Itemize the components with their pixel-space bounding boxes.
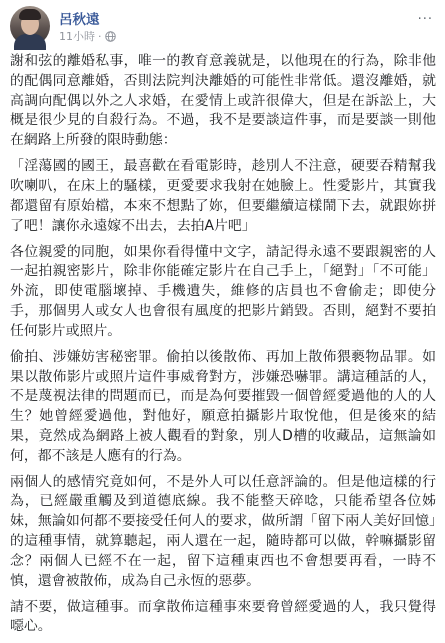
- author-name[interactable]: 呂秋遠: [59, 12, 100, 28]
- more-icon[interactable]: ···: [417, 12, 433, 27]
- post-paragraph: 謝和弦的離婚私事，唯一的教育意義就是，以他現在的行為，除非他的配偶同意離婚，否則法院判決離婚的可能性非常低。還沒離婚，就高調向配偶以外之人求婚，在愛情上或許很偉大，但是在訴訟上，大概是很少見的自殺行為。不過，我不是要談這件事，而是要談一則他在網路上所發的限時動態：: [10, 53, 436, 149]
- post-header: [10, 6, 435, 46]
- post-paragraph: 偷拍、涉嫌妨害秘密罪。偷拍以後散佈、再加上散佈猥褻物品罪。如果以散佈影片或照片這件事威脅對方，涉嫌恐嚇罪。講這種話的人，不是蔑視法律的問題而已，而是為何要摧毀一個曾經愛過他的人的人生？她曾經愛過他，對他好，願意拍攝影片取悅他，但是後來的結果，竟然成為網路上被人觀看的對象，別人D槽的收藏品，這無論如何，都不該是人應有的行為。: [10, 348, 436, 464]
- globe-icon[interactable]: [105, 31, 116, 42]
- avatar[interactable]: [10, 6, 50, 46]
- meta-separator: ·: [98, 29, 102, 43]
- post-paragraph: 各位親愛的同胞，如果你看得懂中文字，請記得永遠不要跟親密的人一起拍親密影片，除非你能確定影片在自己手上，「絕對」「不可能」外流，即使電腦壞掉、手機遺失，維修的店員也不會偷走；即使分手，那個男人或女人也會很有風度的把影片銷毀。否則，絕對不要拍任何影片或照片。: [10, 243, 436, 339]
- post-paragraph: 兩個人的感情究竟如何，不是外人可以任意評論的。但是他這樣的行為，已經嚴重觸及到道德底線。我不能整天碎唸，只能希望各位姊妹，無論如何都不要接受任何人的要求，做所謂「留下兩人美好回憶」的這種事情，就算聽起，兩人還在一起，隨時都可以做，幹嘛攝影留念？兩個人已經不在一起，留下這種東西也不會想要再看，一時不慎，還會被散佈，成為自己永恆的惡夢。: [10, 473, 436, 589]
- post-paragraph: 請不要，做這種事。而拿散佈這種事來要脅曾經愛過的人，我只覺得噁心。: [10, 598, 436, 635]
- post-paragraph: 「淫蕩國的國王，最喜歡在看電影時，趁別人不注意，硬要吞精幫我吹喇叭，在床上的騷樣，更愛要求我射在她臉上。性愛影片，其實我都還留有原始檔，本來不想點了妳，但要繼續這樣鬧下去，就跟妳拼了吧！讓你永遠嫁不出去，去拍A片吧」: [10, 158, 436, 234]
- post-meta: [59, 28, 116, 44]
- post-timestamp[interactable]: 11小時: [59, 30, 95, 43]
- post-body: [10, 52, 436, 643]
